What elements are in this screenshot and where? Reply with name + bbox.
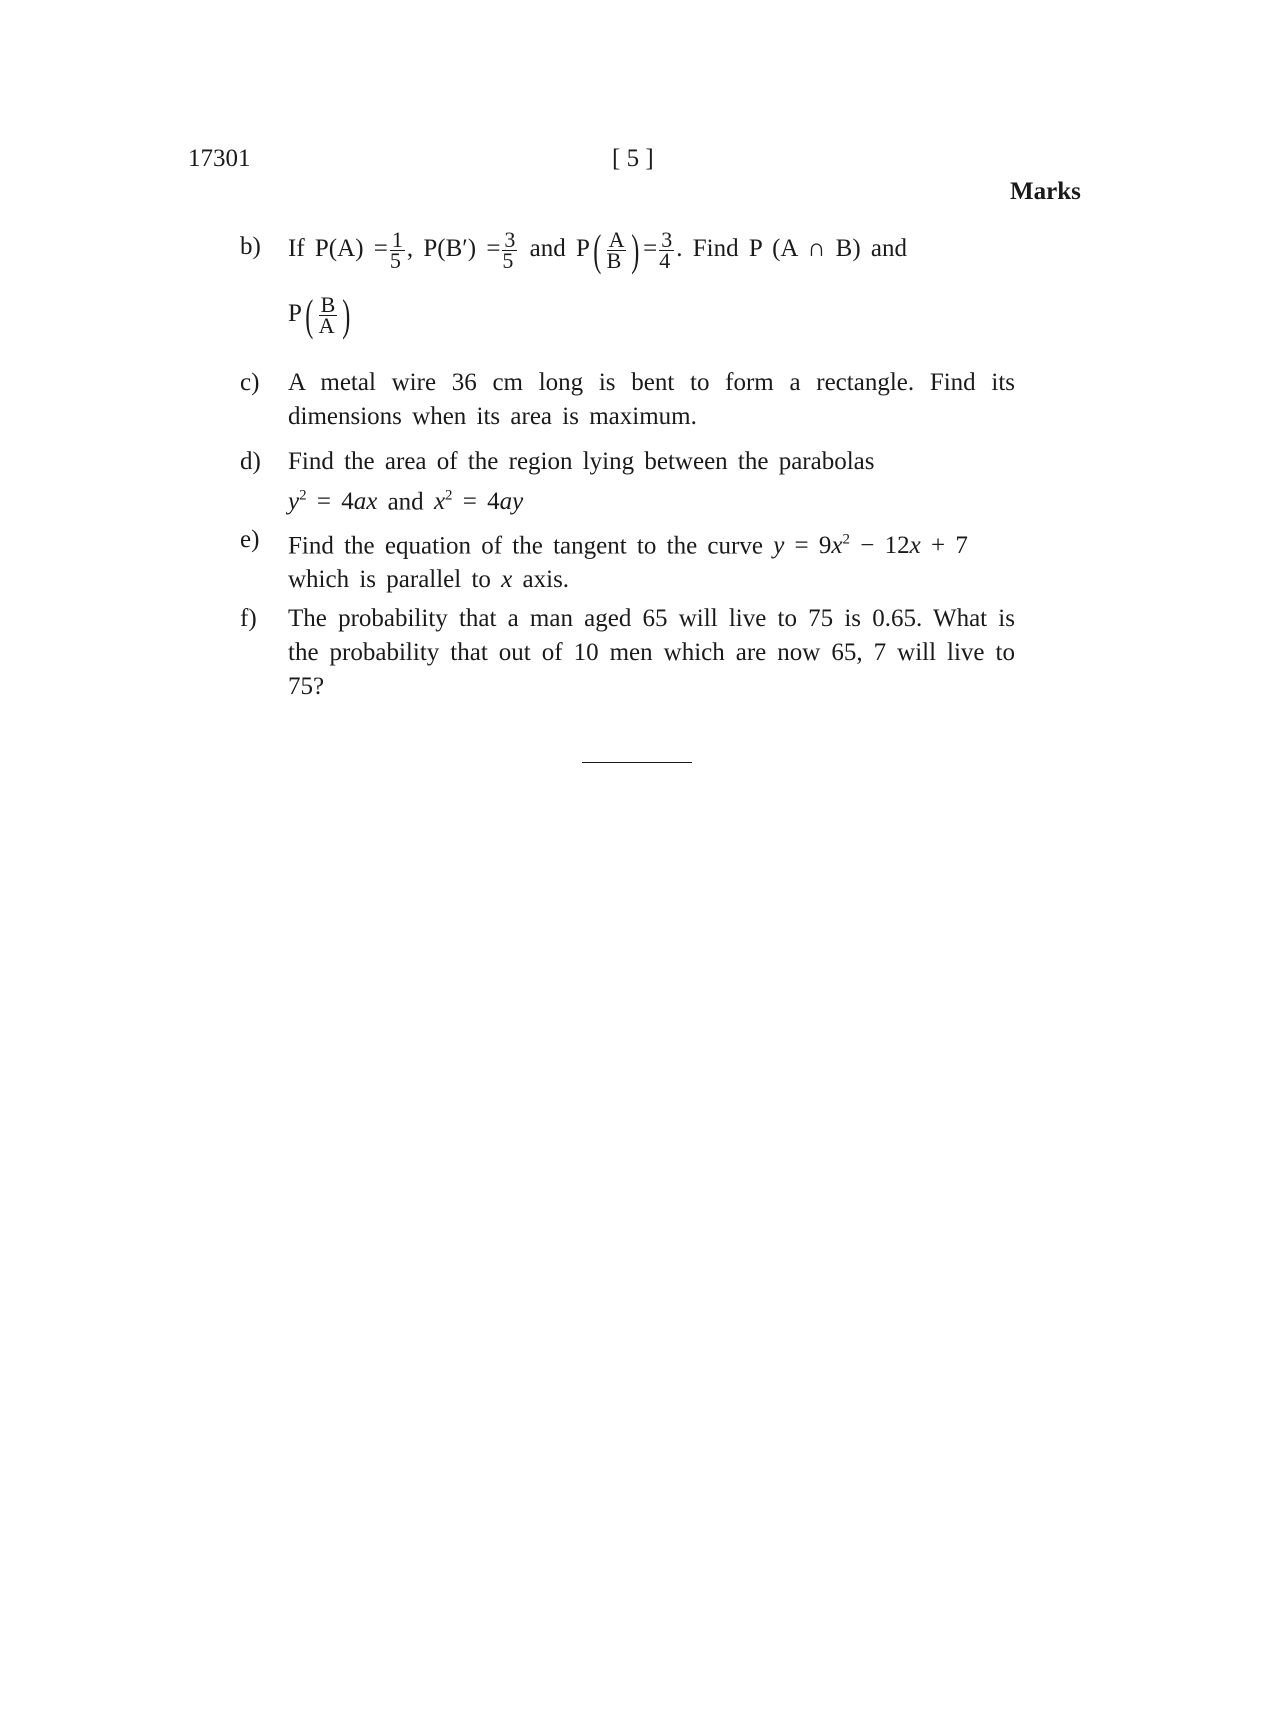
end-divider	[582, 762, 692, 763]
fraction: $\frac{A}{B}$	[606, 227, 625, 273]
question-label: d)	[240, 448, 261, 475]
question-text: A metal wire 36 cm long is bent to form a rectangle. Find its dimensions when its area is maximum.	[288, 369, 1015, 430]
question-label: e)	[240, 526, 260, 553]
fraction: $\frac{1}{5}$	[389, 227, 403, 273]
question-c	[240, 366, 1015, 434]
question-d	[240, 445, 1015, 519]
page-number: [ 5 ]	[612, 145, 654, 172]
conditional-prob: P	[576, 235, 590, 263]
exam-code: 17301	[188, 145, 251, 172]
question-text: If P(A) = $\frac{1}{5}$ , P(B′) = $\frac{3}{5}$ and P( $\frac{A}{B}$ ) = $\frac{3}{4}$ . Find P (A ∩ B) and P( $\frac{B}{A}$ )	[288, 230, 1015, 336]
prob-b-complement: P(B′) =	[423, 235, 501, 263]
prob-intersection: P (A ∩ B)	[748, 235, 861, 263]
equation: $y^2 = 4ax$	[288, 488, 378, 516]
marks-heading: Marks	[1010, 178, 1081, 205]
question-text: Find the area of the region lying between the parabolas $y^2 = 4ax$ and $x^2 = 4ay$	[288, 448, 875, 516]
equation: $x^2 = 4ay$	[433, 488, 524, 516]
question-f	[240, 602, 1015, 704]
fraction: $\frac{B}{A}$	[318, 292, 336, 338]
question-label: f)	[240, 605, 257, 632]
fraction: $\frac{3}{4}$	[659, 227, 673, 273]
prob-a: P(A) =	[314, 235, 388, 263]
question-text: Find the equation of the tangent to the curve $y = 9x^2 - 12x + 7$ which is parallel to x axis.	[288, 532, 968, 594]
equation: $y = 9x^2 - 12x + 7$	[773, 532, 968, 560]
fraction: $\frac{3}{5}$	[502, 227, 516, 273]
word-if: If	[288, 235, 305, 263]
question-e	[240, 523, 1015, 597]
question-b	[240, 225, 1015, 340]
question-label: c)	[240, 369, 260, 396]
question-text: The probability that a man aged 65 will live to 75 is 0.65. What is the probability that out of 10 men which are now 65, 7 will live to 75?	[288, 605, 1015, 700]
question-b-line2: P( $\frac{B}{A}$ )	[288, 290, 351, 340]
question-label: b)	[240, 233, 261, 260]
